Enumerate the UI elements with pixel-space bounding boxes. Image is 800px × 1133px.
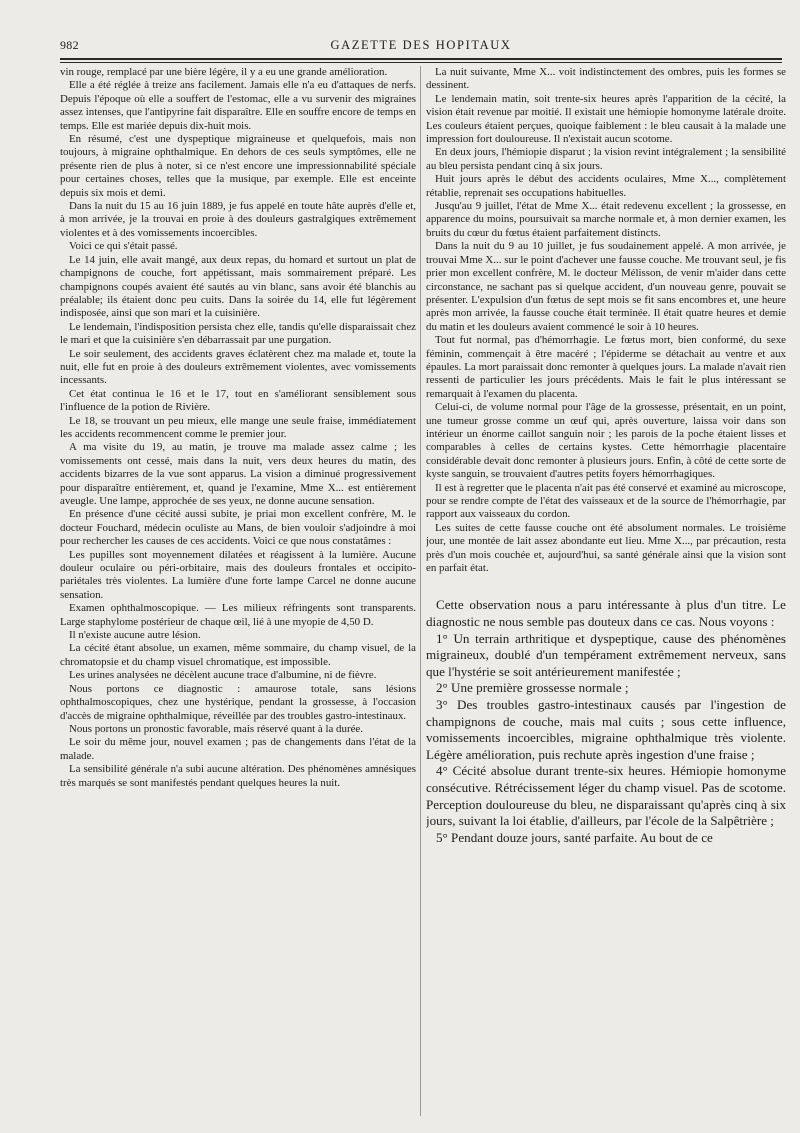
paragraph: Nous portons un pronostic favorable, mais réservé quant à la durée. <box>69 722 363 735</box>
paragraph: Examen ophthalmoscopique. — Les milieux réfringents sont transparents. Large staphylome postérieur de chaque œil, lié à une myopie de 4,50 D. <box>60 602 416 628</box>
paragraph: Cet état continua le 16 et le 17, tout en s'améliorant sensiblement sous l'influence de la potion de Rivière. <box>60 387 416 414</box>
paragraph: Les pupilles sont moyennement dilatées et réagissent à la lumière. Aucune douleur oculaire ou péri-orbitaire, mais des douleurs frontales et occipito-pariétales très violentes. La lumière d'une forte lampe Carcel ne donne aucune sensation. <box>60 548 416 601</box>
paragraph: A ma visite du 19, au matin, je trouve ma malade assez calme ; les vomissements ont cessé, mais dans la nuit, vers deux heures du matin, des accidents bizarres de la vue sont apparus. La vision a diminué progressivement pour disparaître entièrement, et, quand je l'examine, Mme X... est entièrement aveugle. Une lampe, approchée de ses yeux, ne donne aucune sensation. <box>60 441 416 507</box>
paragraph: Le 18, se trouvant un peu mieux, elle mange une seule fraise, immédiatement les accidents recommencent comme le premier jour. <box>60 414 416 440</box>
running-head: GAZETTE DES HOPITAUX <box>330 38 512 52</box>
column-divider <box>420 66 421 1116</box>
paragraph: vin rouge, remplacé par une bière légère, il y a eu une grande amélioration. <box>60 66 388 78</box>
paragraph: La sensibilité générale n'a subi aucune altération. Des phénomènes amnésiques très marqués se sont manifestés pendant quelques heures la nuit. <box>60 763 416 789</box>
paragraph: Les urines analysées ne décèlent aucune trace d'albumine, ni de fièvre. <box>69 669 377 682</box>
paragraph: Huit jours après le début des accidents oculaires, Mme X..., complètement rétablie, reprenait ses occupations habituelles. <box>426 173 786 199</box>
paragraph: Le lendemain matin, soit trente-six heures après l'apparition de la cécité, la vision était revenue par moitié. Il existait une hémiopie homonyme latérale droite. Les couleurs étaient perçues, quoique faiblement : le bleu causait à la malade une impression fort douloureuse. Il n'existait aucun scotome. <box>426 92 786 146</box>
paragraph: Jusqu'au 9 juillet, l'état de Mme X... était redevenu excellent ; la grossesse, en apparence du moins, poursuivait sa marche normale et, à mon dernier examen, les bruits du cœur du fœtus étaient parfaitement distincts. <box>426 200 786 239</box>
paragraph: En deux jours, l'hémiopie disparut ; la vision revint intégralement ; la sensibilité au bleu persista pendant cinq à six jours. <box>426 146 786 172</box>
page-number: 982 <box>60 38 79 52</box>
paragraph: Dans la nuit du 15 au 16 juin 1889, je fus appelé en toute hâte auprès d'elle et, à mon arrivée, je la trouvai en proie à des douleurs gastralgiques extrêmement violentes et à des vomissements incoercibles. <box>60 200 416 239</box>
left-column <box>60 66 416 1116</box>
paragraph: Tout fut normal, pas d'hémorrhagie. Le fœtus mort, bien conformé, du sexe féminin, commençait à être macéré ; l'épiderme se détachait au ventre et aux épaules. La mort paraissait donc remonter à quelques jours. La malade n'avait rien ressenti de particulier les jours précédents. Mais le fait le plus intéressant se remarquait à l'examen du placenta. <box>426 334 786 400</box>
paragraph: En résumé, c'est une dyspeptique migraineuse et quelquefois, mais non toujours, à migraine ophthalmique. En dehors de ces seuls symptômes, elle ne présente rien de plus à noter, si ce n'est encore une impressionnabilité spéciale pour certaines choses, telles que la musique, par exemple. Elle est enceinte depuis six mois et demi. <box>60 133 416 199</box>
paragraph: La nuit suivante, Mme X... voit indistinctement des ombres, puis les formes se dessinent. <box>426 66 786 92</box>
paragraph: Les suites de cette fausse couche ont été absolument normales. Le troisième jour, une montée de lait assez abondante eut lieu. Mme X..., par précaution, resta près d'un mois couchée et, aujourd'hui, sa santé générale ainsi que la vision sont en parfait état. <box>426 521 786 575</box>
paragraph: Le lendemain, l'indisposition persista chez elle, tandis qu'elle disparaissait chez le mari et que la cuisinière s'en débarrassait par une purgation. <box>60 320 416 347</box>
conclusion-item: 3° Des troubles gastro-intestinaux causés par l'ingestion de champignons de couche, mais mal cuits ; sous cette influence, vomissements incoercibles, migraine ophthalmique très violente. Légère amélioration, puis rechute après ingestion d'une fraise ; <box>426 697 786 762</box>
conclusion-item: 5° Pendant douze jours, santé parfaite. Au bout de ce <box>436 829 713 845</box>
page-header <box>60 32 782 54</box>
paragraph: Il est à regretter que le placenta n'ait pas été conservé et examiné au microscope, pour se rendre compte de l'état des vaisseaux et de la source de l'hémorrhagie, par rapport aux vaisseaux du cordon. <box>426 481 786 521</box>
paragraph: Voici ce qui s'était passé. <box>69 240 178 253</box>
paragraph: Il n'existe aucune autre lésion. <box>69 629 201 642</box>
paragraph: Dans la nuit du 9 au 10 juillet, je fus soudainement appelé. A mon arrivée, je trouvai Mme X... sur le point d'achever une fausse couche. Me trouvant seul, je fis prier mon excellent confrère, M. le docteur Mélisson, de venir m'aider dans cette circonstance, ne sachant pas si quelque accident, d'un nouveau genre, pouvait se présenter. L'expulsion d'un fœtus de sept mois se fit sans encombres et, une heure après mon arrivée, la fausse couche était terminée. Il était quatre heures et demie du matin et les douleurs avaient commencé le soir à 10 heures. <box>426 240 786 333</box>
header-rule <box>60 58 782 63</box>
paragraph: Nous portons ce diagnostic : amaurose totale, sans lésions ophthalmoscopiques, chez une hystérique, pendant la grossesse, à l'occasion d'accès de migraine ophthalmique, réveillée par des troubles gastro-intestinaux. <box>60 682 416 722</box>
right-column <box>426 66 786 1116</box>
conclusion-item: 4° Cécité absolue durant trente-six heures. Hémiopie homonyme consécutive. Rétrécissement léger du champ visuel. Pas de scotome. Perception douloureuse du bleu, ne disparaissant qu'après cinq à six jours, suivant la loi établie, d'ailleurs, par l'école de la Salpêtrière ; <box>426 763 786 829</box>
conclusion-section <box>426 597 786 846</box>
paragraph: Le soir du même jour, nouvel examen ; pas de changements dans l'état de la malade. <box>60 736 416 762</box>
conclusion-item: 2° Une première grossesse normale ; <box>436 680 629 696</box>
conclusion-paragraph: Cette observation nous a paru intéressante à plus d'un titre. Le diagnostic ne nous semble pas douteux dans ce cas. Nous voyons : <box>426 597 786 630</box>
paragraph: Celui-ci, de volume normal pour l'âge de la grossesse, présentait, en un point, une tumeur grosse comme un œuf qui, après ouverture, laissa voir dans son intérieur un énorme caillot sanguin noir ; les parois de la poche étaient lisses et comparables à celles de certains kystes. Cette hémorrhagie placentaire considérable devait donc remonter à plusieurs jours. Enfin, à côté de cette sorte de kyste sanguin, se trouvaient d'autres petits foyers hémorrhagiques. <box>426 401 786 481</box>
conclusion-item: 1° Un terrain arthritique et dyspeptique, cause des phénomènes migraineux, doublé d'un tempérament extrêmement nerveux, sans que l'hystérie se soit antérieurement manifestée ; <box>426 630 786 679</box>
paragraph: Le soir seulement, des accidents graves éclatèrent chez ma malade et, toute la nuit, elle fut en proie à des douleurs extrêmement violentes, avec vomissements incessants. <box>60 347 416 387</box>
paragraph: En présence d'une cécité aussi subite, je priai mon excellent confrère, M. le docteur Fouchard, médecin oculiste au Mans, de bien vouloir s'adjoindre à moi pour rechercher les causes de ces accidents. Voici ce que nous constatâmes : <box>60 508 416 548</box>
paragraph: Elle a été réglée à treize ans facilement. Jamais elle n'a eu d'attaques de nerfs. Depuis l'époque où elle a souffert de l'estomac, elle a vu survenir des migraines assez intenses, que l'antipyrine fait disparaître. Elle en souffre encore de temps en temps. Elle est mariée depuis dix-huit mois. <box>60 79 416 132</box>
paragraph: Le 14 juin, elle avait mangé, aux deux repas, du homard et surtout un plat de champignons de couche, fort appétissant, mais sommairement préparé. Les champignons coupés avaient été sautés au vin blanc, sans avoir été blanchis au préalable; ils étaient donc peu cuits. Dans la soirée du 14, elle fut légèrement indisposée, ainsi que son mari et la cuisinière. <box>60 253 416 320</box>
paragraph: La cécité étant absolue, un examen, même sommaire, du champ visuel, de la chromatopsie et du champ visuel chromatique, est impossible. <box>60 642 416 668</box>
